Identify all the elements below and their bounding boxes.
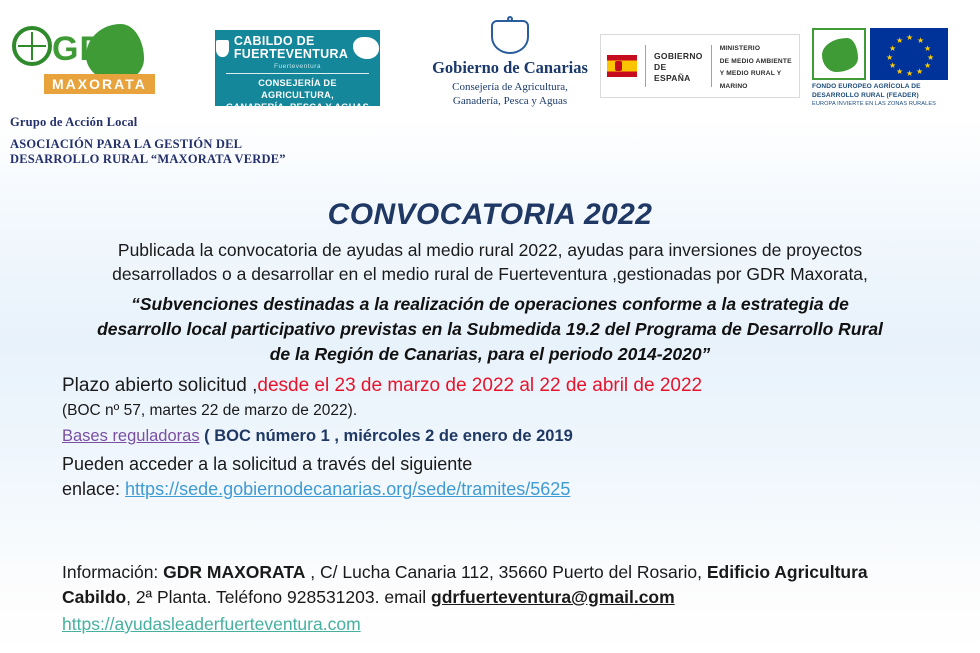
info-label: Información:: [62, 562, 164, 582]
eu-flag-icon: ★ ★ ★ ★ ★ ★ ★ ★ ★ ★ ★ ★: [870, 28, 948, 80]
dates-block: [62, 373, 942, 502]
logo-cabildo-fuerteventura: [215, 30, 380, 112]
sede-tramites-link[interactable]: https://sede.gobiernodecanarias.org/sede/tramites/5625: [125, 479, 571, 499]
association-line3: DESARROLLO RURAL “MAXORATA VERDE”: [10, 152, 286, 166]
cabildo-line1: CABILDO DE: [233, 34, 315, 48]
info-building2: Cabildo: [62, 587, 127, 607]
association-line1: Grupo de Acción Local: [10, 115, 138, 129]
info-building: Edificio Agricultura: [706, 562, 868, 582]
logo-feader: [812, 28, 974, 112]
gdr-logo-badge: MAXORATA: [44, 74, 155, 94]
cabildo-logo-top: [221, 35, 374, 61]
cabildo-consejeria-line1: CONSEJERÍA DE AGRICULTURA,: [258, 78, 337, 100]
logo-gobierno-canarias: [430, 20, 590, 120]
ministerio-line1: MINISTERIO: [719, 45, 761, 52]
intro-line1: Publicada la convocatoria de ayudas al medio rural 2022, ayudas para inversiones de proyectos: [117, 240, 863, 260]
info-website-link[interactable]: https://ayudasleaderfuerteventura.com: [62, 614, 361, 634]
feader-caption-line2: DESARROLLO RURAL (FEADER): [812, 91, 919, 99]
crown-icon: [491, 20, 529, 54]
page-title: CONVOCATORIA 2022: [327, 198, 653, 231]
plazo-label: Plazo abierto solicitud ,: [62, 375, 258, 396]
association-line2: ASOCIACIÓN PARA LA GESTIÓN DEL: [10, 137, 243, 151]
info-email-link[interactable]: gdrfuerteventura@gmail.com: [431, 587, 675, 607]
boc-note: (BOC nº 57, martes 22 de marzo de 2022).: [62, 402, 358, 419]
intro-quote-line2: desarrollo local participativo previstas en la Submedida 19.2 del Programa de Desarrollo Rural: [97, 319, 883, 339]
feader-caption-line1: FONDO EUROPEO AGRÍCOLA DE: [812, 83, 921, 90]
intro-quote-line1: “Subvenciones destinadas a la realización de operaciones conforme a la estrategia de: [131, 294, 849, 314]
spain-flag-icon: [607, 55, 637, 77]
canarias-title: Gobierno de Canarias: [432, 58, 588, 77]
ministerio-line3: Y MEDIO RURAL Y MARINO: [719, 70, 782, 90]
acceso-label: enlace:: [62, 479, 126, 499]
logo-gdr-maxorata: [8, 22, 150, 110]
bases-paren: (: [199, 427, 215, 445]
cabildo-line2: FUERTEVENTURA: [233, 47, 349, 61]
cabildo-mark: Fuerteventura: [274, 63, 321, 70]
canarias-sub-line1: Consejería de Agricultura,: [452, 81, 568, 93]
plazo-line: [62, 373, 942, 399]
intro-paragraph: [60, 238, 920, 367]
goat-icon: [353, 37, 379, 59]
association-heading: [10, 115, 286, 167]
leaf-icon: [812, 28, 866, 80]
feader-caption: [812, 83, 974, 100]
ministerio-line2: DE MEDIO AMBIENTE: [719, 57, 792, 65]
intro-quote-line3: de la Región de Canarias, para el periodo 2014-2020”: [269, 344, 711, 364]
espana-text: [654, 50, 703, 83]
divider: [645, 45, 646, 87]
shield-icon: [216, 40, 229, 57]
logo-band: [0, 8, 980, 120]
info-entity: GDR MAXORATA: [163, 562, 306, 582]
bases-boc-reference: BOC número 1 , miércoles 2 de enero de 2019: [214, 427, 573, 445]
intro-line2: desarrollados o a desarrollar en el medio rural de Fuerteventura ,gestionadas por GDR Maxorata,: [112, 264, 868, 284]
feader-caption-line3: EUROPA INVIERTE EN LAS ZONAS RURALES: [812, 101, 937, 107]
logo-gobierno-espana: [600, 34, 800, 98]
divider: [711, 45, 712, 87]
association-name: [10, 137, 286, 167]
bases-line: [62, 425, 942, 447]
contact-info: [62, 560, 962, 637]
cabildo-consejeria-line2: GANADERÍA, PESCA Y AGUAS: [226, 102, 369, 112]
gdr-logo-text: GDR: [52, 30, 131, 68]
feader-marks: [812, 28, 974, 80]
cabildo-consejeria: [221, 77, 374, 113]
espana-line1: GOBIERNO: [654, 50, 703, 61]
intro-quote: [60, 292, 920, 367]
cabildo-name: [234, 35, 348, 61]
divider: [226, 73, 370, 74]
canarias-sub-line2: Ganadería, Pesca y Aguas: [452, 95, 568, 107]
espana-line2: DE ESPAÑA: [654, 61, 691, 83]
info-address: , C/ Lucha Canaria 112, 35660 Puerto del Rosario,: [305, 562, 707, 582]
wheel-icon: [12, 26, 52, 66]
bases-reguladoras-link[interactable]: Bases reguladoras: [62, 427, 200, 445]
ministerio-text: [720, 41, 793, 91]
acceso-line1: Pueden acceder a la solicitud a través del siguiente: [62, 454, 473, 474]
canarias-subtitle: [430, 80, 590, 108]
info-floor-phone: , 2ª Planta. Teléfono 928531203. email: [126, 587, 432, 607]
acceso-block: [62, 452, 942, 502]
plazo-range: desde el 23 de marzo de 2022 al 22 de abril de 2022: [257, 375, 703, 396]
